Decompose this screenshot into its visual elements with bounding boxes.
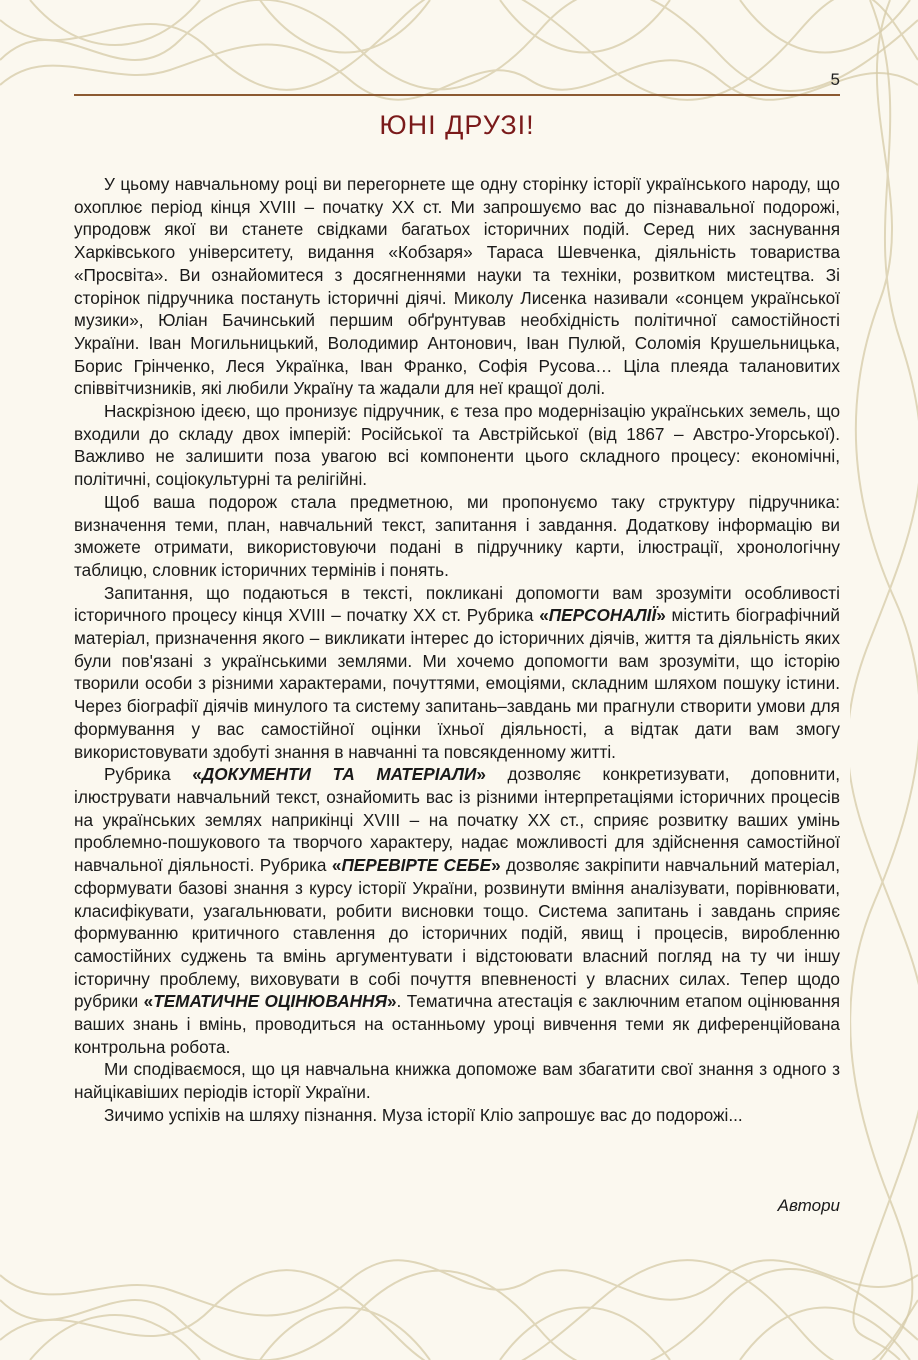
paragraph-2: Наскрізною ідеєю, що пронизує підручник, є теза про модернізацію українських земель, що входили до складу двох імперій: Російської та Австрійської (від 1867 – Австро-Угорської). Важливо не залишити поза увагою всі компоненти цього складного процесу: економічні, політичні, соціокультурні та релігійні. (74, 401, 840, 490)
paragraph-5-part-c: дозволяє закріпити навчальний матеріал, сформувати базові знання з курсу історії України, розвинути вміння аналізувати, порівнювати, класифікувати, узагальнювати, робити висновки тощо. Система запитань і завдань сприяє формуванню критичного ставлення до історичних подій, явищ і процесів, виробленню самостійних суджень та вмінь аргументувати і відстоювати власний погляд на ту чи іншу історичну проблему, виховувати в собі почуття впевненості у власних силах. Тепер щодо рубрики (74, 855, 840, 1012)
right-ornament (850, 0, 918, 1360)
quote-open: « (143, 991, 154, 1012)
rubric-thematic-assessment-label: ТЕМАТИЧНЕ ОЦІНЮВАННЯ (153, 991, 387, 1012)
rubric-personalii-label: ПЕРСОНАЛІЇ (548, 605, 657, 626)
rubric-documents (192, 764, 486, 784)
paragraph-3: Щоб ваша подорож стала предметною, ми пропонуємо таку структуру підручника: визначення теми, план, навчальний текст, запитання і завдання. Додаткову інформацію ви зможете отримати, використовуючи подані в підручнику карти, ілюстрації, хронологічну таблицю, словник історичних термінів і понять. (74, 491, 840, 580)
paragraph-5 (74, 763, 840, 1058)
paragraph-5-part-b: дозволяє конкретизувати, доповнити, ілюструвати навчальний текст, ознайомить вас із різними інтерпретаціями історичних процесів на українських землях наприкінці XVIII – на початку XX ст., сприяє розвитку ваших умінь проблемно-пошукового та творчого характеру, надає можливості для здійснення самостійної навчальної діяльності. Рубрика (74, 764, 840, 876)
rubric-personalii (539, 605, 666, 625)
header-rule (74, 94, 840, 96)
quote-close: » (656, 605, 666, 626)
paragraph-5-end: . Тематична атестація є заключним етапом оцінювання ваших знань і вмінь, проводиться на останньому уроці вивчення теми як диференційована контрольна робота. (74, 991, 840, 1057)
quote-open: « (331, 855, 342, 876)
bottom-ornament (0, 1240, 918, 1360)
rubric-thematic-assessment (144, 991, 397, 1011)
quote-open: « (192, 764, 202, 785)
paragraph-6: Ми сподіваємося, що ця навчальна книжка допоможе вам збагатити свої знання з одного з найцікавіших періодів історії України. (74, 1059, 840, 1103)
quote-close: » (491, 855, 501, 876)
quote-close: » (386, 991, 397, 1012)
paragraph-7: Зичимо успіхів на шляху пізнання. Муза історії Кліо запрошує вас до подорожі... (104, 1104, 743, 1125)
paragraph-5-start: Рубрика (104, 764, 193, 785)
paragraph-4-end: містить біографічний матеріал, призначення якого – викликати інтерес до історичних діячів, життя та діяльність яких були пов'язані з українськими землями. Ми хочемо допомогти вам зрозуміти, що історію творили особи з різними характерами, почуттями, емоціями, складним шляхом пошуку істини. Через біографії діячів минулого та систему запитань–завдань ми прагнули створити умови для формування у вас самостійної оцінки їхньої діяльності, а відтак дати вам змогу використовувати здобуті знання в навчанні та повсякденному житті. (74, 605, 840, 762)
rubric-check-yourself (332, 855, 501, 875)
page-title: ЮНІ ДРУЗІ! (379, 110, 535, 140)
body-text (74, 173, 840, 1127)
paragraph-4-start: Запитання, що подаються в тексті, покликані допомогти вам зрозуміти особливості історичного процесу кінця XVIII – початку XX ст. Рубрика (74, 582, 840, 626)
quote-close: » (476, 764, 486, 785)
quote-open: « (539, 605, 549, 626)
page-number: 5 (830, 70, 840, 89)
paragraph-1: У цьому навчальному році ви перегорнете ще одну сторінку історії українського народу, що охоплює період кінця XVIII – початку XX ст. Ми запрошуємо вас до пізнавальної подорожі, упродовж якої ви станете свідками багатьох історичних подій. Серед них заснування Харківського університету, видання «Кобзаря» Тараса Шевченка, діяльність товариства «Просвіта». Ви ознайомитеся з досягненнями науки та техніки, розвитком мистецтва. Зі сторінок підручника постануть історичні діячі. Миколу Лисенка називали «сонцем української музики», Юліан Бачинський першим обґрунтував необхідність політичної самостійності України. Іван Могильницький, Володимир Антонович, Іван Пулюй, Соломія Крушельницька, Борис Грінченко, Леся Українка, Іван Франко, Софія Русова… Ціла плеяда талановитих співвітчизників, які любили Україну та жадали для неї кращої долі. (74, 174, 840, 399)
signature: Автори (777, 1196, 840, 1215)
paragraph-4 (74, 582, 840, 764)
rubric-check-yourself-label: ПЕРЕВІРТЕ СЕБЕ (341, 855, 492, 876)
rubric-documents-label: ДОКУМЕНТИ ТА МАТЕРІАЛИ (201, 764, 477, 785)
